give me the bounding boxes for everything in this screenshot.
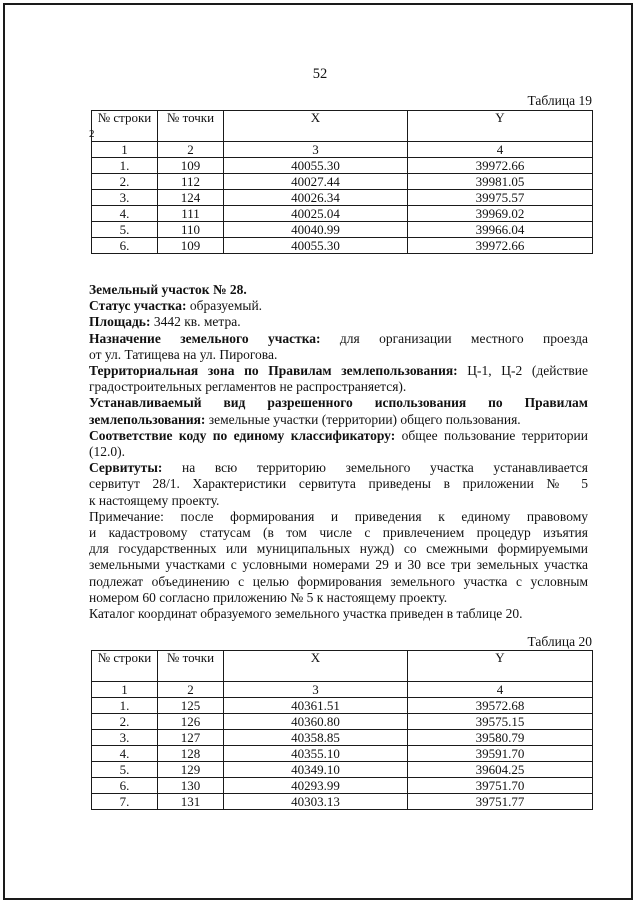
table-cell: 40361.51 — [224, 698, 408, 714]
zone-label: Территориальная зона по Правилам землепользования: — [89, 363, 458, 379]
table-cell: 39580.79 — [408, 730, 593, 746]
table-cell: 39966.04 — [408, 222, 593, 238]
table-cell: 128 — [158, 746, 224, 762]
note-text: Примечание: после формирования и приведения к единому правовому — [89, 508, 588, 524]
table-cell: 2 — [158, 682, 224, 698]
table-cell: 125 — [158, 698, 224, 714]
use-label: Устанавливаемый вид разрешенного использования по Правилам — [89, 395, 588, 411]
table-cell: 40360.80 — [224, 714, 408, 730]
table-cell: 3. — [92, 730, 158, 746]
table-cell: 4. — [92, 206, 158, 222]
table-cell: 40055.30 — [224, 158, 408, 174]
table-row — [92, 762, 593, 778]
table-cell: 4. — [92, 746, 158, 762]
table-header-row — [92, 651, 593, 682]
table-cell: 39972.66 — [408, 238, 593, 254]
table-cell: 5. — [92, 762, 158, 778]
code-label: Соответствие коду по единому классификатору: — [89, 427, 396, 443]
table-cell: 40040.99 — [224, 222, 408, 238]
table-cell: 131 — [158, 794, 224, 810]
table-cell: 40025.04 — [224, 206, 408, 222]
table-cell: 1 — [92, 682, 158, 698]
table-row — [92, 206, 593, 222]
table-cell: 4 — [408, 142, 593, 158]
table-cell: 40027.44 — [224, 174, 408, 190]
table-row — [92, 190, 593, 206]
table-row — [92, 238, 593, 254]
table-cell: 40303.13 — [224, 794, 408, 810]
header-x: X — [224, 111, 408, 142]
table-row — [92, 794, 593, 810]
table-cell: 39751.70 — [408, 778, 593, 794]
header-row-number: № строки — [92, 111, 158, 142]
table-cell: 7. — [92, 794, 158, 810]
table-cell: 39572.68 — [408, 698, 593, 714]
status-label: Статус участка: — [89, 298, 187, 314]
table-cell: 39575.15 — [408, 714, 593, 730]
table-row — [92, 698, 593, 714]
table-row — [92, 746, 593, 762]
table-cell: 6. — [92, 778, 158, 794]
table-cell: 3 — [224, 142, 408, 158]
table-cell: 110 — [158, 222, 224, 238]
servitude-label: Сервитуты: — [89, 460, 163, 476]
table-19-caption: Таблица 19 — [527, 93, 592, 108]
table-cell: 127 — [158, 730, 224, 746]
table-row — [92, 714, 593, 730]
table-cell: 40026.34 — [224, 190, 408, 206]
table-cell: 109 — [158, 238, 224, 254]
status-value: образуемый. — [186, 298, 263, 314]
table-cell: 2. — [92, 174, 158, 190]
table-cell: 130 — [158, 778, 224, 794]
header-point-number: № точки — [158, 111, 224, 142]
table-cell: 124 — [158, 190, 224, 206]
note-text: и кадастровому статусам (в том числе с привлечением процедур изъятия — [89, 525, 588, 541]
table-cell: 40293.99 — [224, 778, 408, 794]
table-row — [92, 730, 593, 746]
table-cell: 126 — [158, 714, 224, 730]
code-value: общее пользование территории — [395, 427, 588, 443]
coordinate-table-20 — [91, 650, 593, 810]
servitude-value-cont: сервитут 28/1. Характеристики сервитута приведены в приложении № 5 — [89, 476, 588, 492]
page-number: 52 — [312, 66, 328, 82]
stray-mark: 2 — [89, 128, 95, 140]
table-cell: 39751.77 — [408, 794, 593, 810]
table-cell: 40355.10 — [224, 746, 408, 762]
area-value: 3442 кв. метра. — [150, 314, 241, 330]
table-index-row — [92, 682, 593, 698]
plot-heading: Земельный участок № 28. — [89, 282, 247, 297]
use-label-cont: землепользования: — [89, 411, 206, 427]
table-header-row — [92, 111, 593, 142]
use-value: земельные участки (территории) общего пользования. — [205, 411, 521, 427]
table-cell: 40358.85 — [224, 730, 408, 746]
table-cell: 40055.30 — [224, 238, 408, 254]
table-20-caption: Таблица 20 — [527, 634, 592, 649]
purpose-value-cont: от ул. Татищева на ул. Пирогова. — [89, 346, 278, 362]
catalog-text: Каталог координат образуемого земельного участка приведен в таблице 20. — [89, 606, 523, 622]
table-cell: 39969.02 — [408, 206, 593, 222]
table-cell: 39591.70 — [408, 746, 593, 762]
note-text: подлежат объединению с целью формирования земельного участка с условным — [89, 573, 588, 589]
header-point-number: № точки — [158, 651, 224, 682]
table-cell: 112 — [158, 174, 224, 190]
table-cell: 1. — [92, 158, 158, 174]
zone-value: Ц-1, Ц-2 (действие — [457, 363, 588, 379]
table-cell: 3 — [224, 682, 408, 698]
header-y: Y — [408, 651, 593, 682]
table-cell: 39972.66 — [408, 158, 593, 174]
table-row — [92, 174, 593, 190]
purpose-value: для организации местного проезда — [320, 330, 588, 346]
table-cell: 2. — [92, 714, 158, 730]
table-cell: 4 — [408, 682, 593, 698]
table-cell: 3. — [92, 190, 158, 206]
table-cell: 39975.57 — [408, 190, 593, 206]
note-text: для государственных или муниципальных нужд) со смежными формируемыми — [89, 541, 588, 557]
header-row-number: № строки — [92, 651, 158, 682]
table-row — [92, 778, 593, 794]
code-value-cont: (12.0). — [89, 444, 125, 460]
table-cell: 1. — [92, 698, 158, 714]
servitude-value-end: к настоящему проекту. — [89, 492, 220, 508]
servitude-value: на всю территорию земельного участка устанавливается — [162, 460, 588, 476]
table-row — [92, 222, 593, 238]
zone-value-cont: градостроительных регламентов не распространяется). — [89, 379, 407, 395]
table-cell: 39604.25 — [408, 762, 593, 778]
table-cell: 2 — [158, 142, 224, 158]
purpose-label: Назначение земельного участка: — [89, 330, 321, 346]
header-y: Y — [408, 111, 593, 142]
table-cell: 40349.10 — [224, 762, 408, 778]
table-cell: 1 — [92, 142, 158, 158]
note-text: номером 60 согласно приложению № 5 к настоящему проекту. — [89, 589, 448, 605]
table-cell: 6. — [92, 238, 158, 254]
plot-description — [89, 282, 588, 622]
table-cell: 129 — [158, 762, 224, 778]
table-index-row — [92, 142, 593, 158]
table-cell: 5. — [92, 222, 158, 238]
table-cell: 109 — [158, 158, 224, 174]
coordinate-table-19 — [91, 110, 593, 254]
table-cell: 111 — [158, 206, 224, 222]
table-cell: 39981.05 — [408, 174, 593, 190]
table-row — [92, 158, 593, 174]
area-label: Площадь: — [89, 314, 151, 330]
note-text: земельными участками с условными номерами 29 и 30 все три земельных участка — [89, 557, 588, 573]
header-x: X — [224, 651, 408, 682]
